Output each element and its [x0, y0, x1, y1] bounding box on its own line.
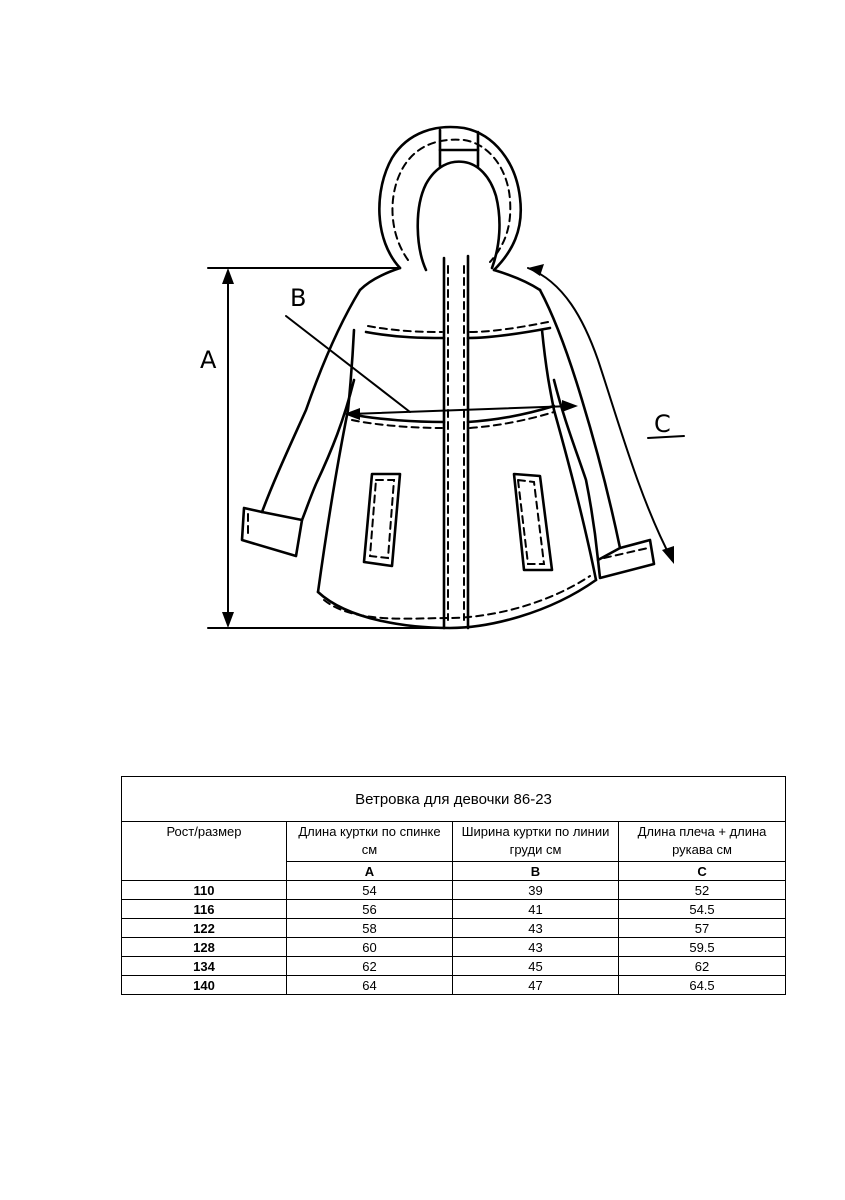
hood-inner — [418, 162, 500, 270]
right-pocket — [514, 474, 552, 570]
row-size: 116 — [122, 900, 287, 919]
c-arrow-bottom — [662, 546, 674, 564]
row-c: 64.5 — [619, 976, 786, 995]
jacket-sketch-svg — [178, 80, 718, 670]
row-size: 128 — [122, 938, 287, 957]
row-a: 62 — [287, 957, 453, 976]
header-letter-a: A — [287, 862, 453, 881]
table-row — [122, 919, 786, 938]
row-a: 58 — [287, 919, 453, 938]
right-cuff — [598, 540, 654, 578]
row-b: 43 — [453, 919, 619, 938]
row-size: 134 — [122, 957, 287, 976]
b-arrow-right — [562, 400, 578, 412]
row-size: 122 — [122, 919, 287, 938]
table-title: Ветровка для девочки 86-23 — [122, 777, 786, 822]
table-row — [122, 900, 786, 919]
left-pocket — [364, 474, 400, 566]
table-row — [122, 938, 786, 957]
row-c: 59.5 — [619, 938, 786, 957]
row-c: 52 — [619, 881, 786, 900]
row-b: 47 — [453, 976, 619, 995]
left-pocket-stitch — [370, 480, 394, 558]
a-arrow-top — [222, 268, 234, 284]
row-size: 110 — [122, 881, 287, 900]
header-col-b: Ширина куртки по линии груди см — [453, 822, 619, 862]
row-b: 39 — [453, 881, 619, 900]
row-b: 41 — [453, 900, 619, 919]
header-size: Рост/размер — [122, 822, 287, 881]
row-size: 140 — [122, 976, 287, 995]
right-body-side — [542, 330, 596, 580]
row-a: 64 — [287, 976, 453, 995]
yoke-stitch — [368, 326, 442, 332]
row-b: 45 — [453, 957, 619, 976]
a-arrow-bottom — [222, 612, 234, 628]
header-letter-b: B — [453, 862, 619, 881]
right-shoulder — [494, 270, 540, 290]
label-a: A — [200, 346, 217, 374]
left-cuff — [242, 508, 302, 556]
waist-seam-left — [350, 414, 444, 422]
hood-stitch — [392, 140, 510, 262]
row-a: 54 — [287, 881, 453, 900]
header-letter-c: C — [619, 862, 786, 881]
label-c: C — [654, 410, 671, 438]
label-b: B — [290, 284, 307, 312]
row-c: 62 — [619, 957, 786, 976]
left-shoulder — [360, 268, 400, 290]
size-table — [121, 776, 786, 995]
row-b: 43 — [453, 938, 619, 957]
table-row — [122, 957, 786, 976]
jacket-sketch — [178, 80, 718, 670]
left-sleeve-outer — [262, 290, 360, 512]
table-row — [122, 881, 786, 900]
header-col-c: Длина плеча + длина рукава см — [619, 822, 786, 862]
row-a: 60 — [287, 938, 453, 957]
row-c: 54.5 — [619, 900, 786, 919]
hem-stitch — [324, 576, 590, 619]
header-col-a: Длина куртки по спинке см — [287, 822, 453, 862]
row-c: 57 — [619, 919, 786, 938]
row-a: 56 — [287, 900, 453, 919]
left-body-side — [318, 330, 354, 592]
table-row — [122, 976, 786, 995]
hem — [318, 580, 596, 628]
